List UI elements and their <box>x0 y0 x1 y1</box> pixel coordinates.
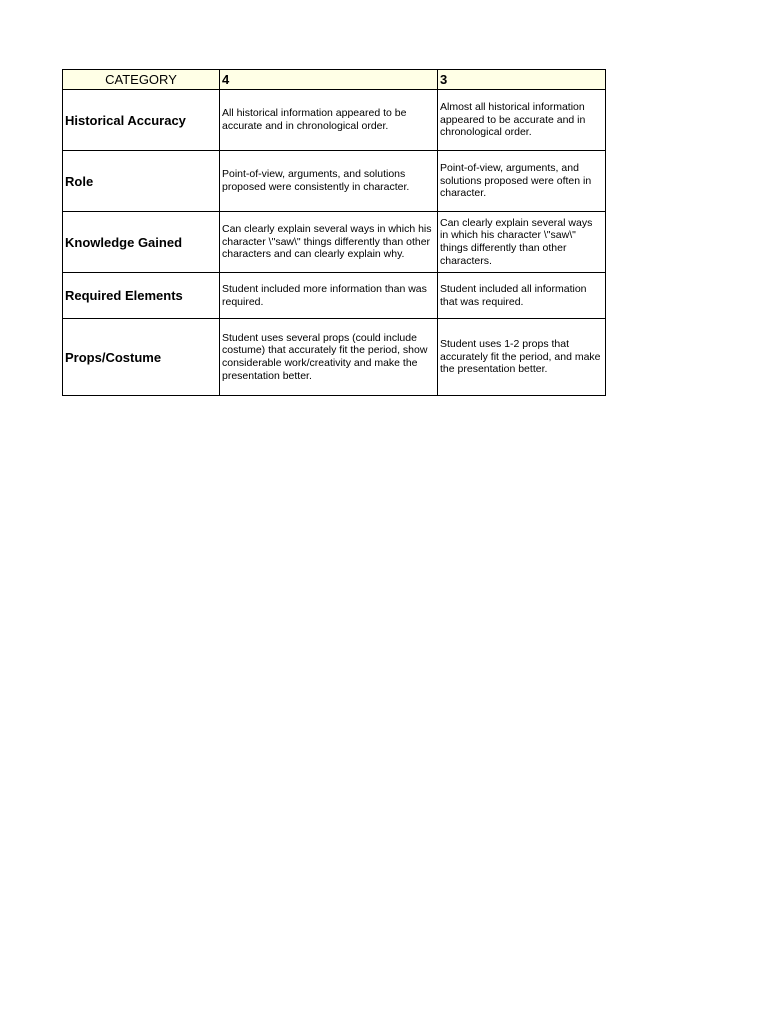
level-4-cell: Student included more information than was required. <box>220 273 438 319</box>
level-3-cell: Point-of-view, arguments, and solutions proposed were often in character. <box>438 151 606 212</box>
table-row <box>63 273 606 319</box>
level-3-cell: Student included all information that was required. <box>438 273 606 319</box>
level-4-cell: All historical information appeared to be accurate and in chronological order. <box>220 90 438 151</box>
category-cell: Role <box>63 151 220 212</box>
rubric-table <box>62 69 606 396</box>
level-4-cell: Point-of-view, arguments, and solutions proposed were consistently in character. <box>220 151 438 212</box>
table-header-row <box>63 70 606 90</box>
table-row <box>63 212 606 273</box>
header-level-4: 4 <box>220 70 438 90</box>
header-level-3: 3 <box>438 70 606 90</box>
level-3-cell: Almost all historical information appeared to be accurate and in chronological order. <box>438 90 606 151</box>
table-row <box>63 319 606 396</box>
level-4-cell: Can clearly explain several ways in which his character \"saw\" things differently than other characters and can clearly explain why. <box>220 212 438 273</box>
category-cell: Props/Costume <box>63 319 220 396</box>
category-cell: Knowledge Gained <box>63 212 220 273</box>
level-4-cell: Student uses several props (could include costume) that accurately fit the period, show considerable work/creativity and make the presentation better. <box>220 319 438 396</box>
header-category: CATEGORY <box>63 70 220 90</box>
table-row <box>63 90 606 151</box>
table-row <box>63 151 606 212</box>
level-3-cell: Can clearly explain several ways in which his character \"saw\" things differently than other characters. <box>438 212 606 273</box>
category-cell: Historical Accuracy <box>63 90 220 151</box>
category-cell: Required Elements <box>63 273 220 319</box>
level-3-cell: Student uses 1-2 props that accurately fit the period, and make the presentation better. <box>438 319 606 396</box>
